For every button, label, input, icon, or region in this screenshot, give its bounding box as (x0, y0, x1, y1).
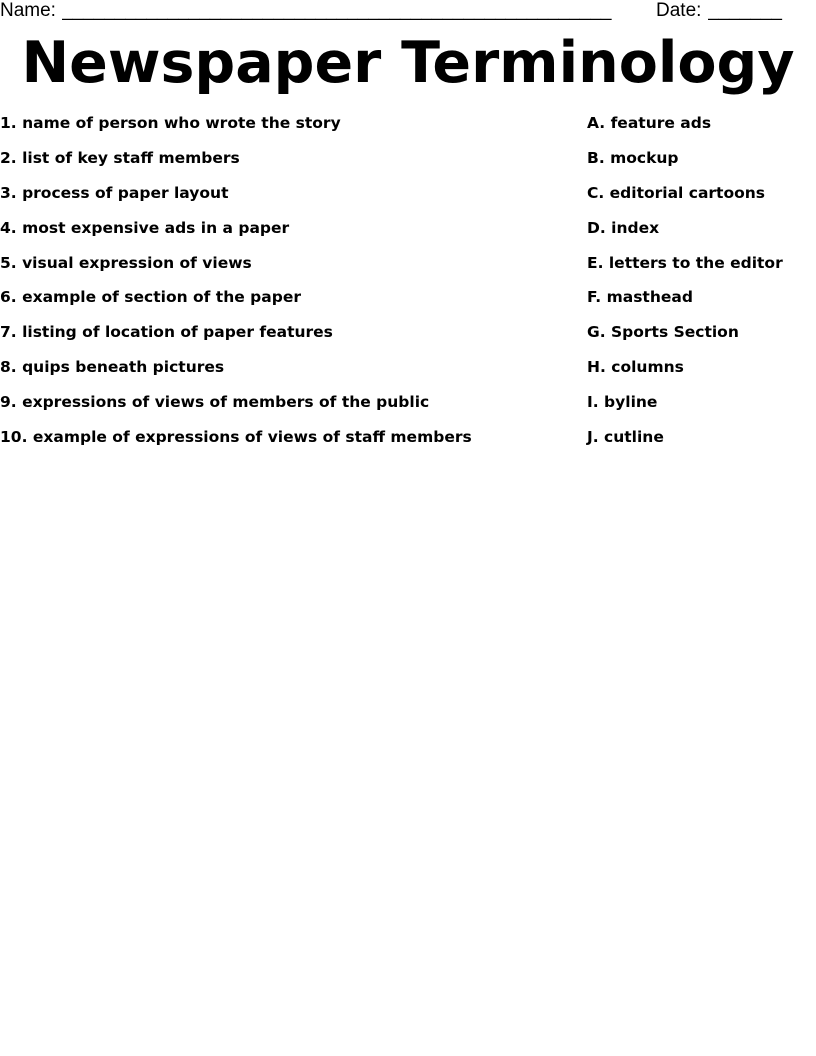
clue-text: 3. process of paper layout (0, 183, 229, 202)
page-title: Newspaper Terminology (21, 30, 795, 96)
answer-text: C. editorial cartoons (587, 183, 766, 202)
clue-text: 7. listing of location of paper features (0, 323, 333, 342)
list-item (0, 321, 816, 356)
clue-text: 6. example of section of the paper (0, 288, 301, 307)
list-item (0, 112, 816, 147)
clue-text: 9. expressions of views of members of the public (0, 393, 430, 412)
clue-text: 5. visual expression of views (0, 253, 252, 272)
answer-text: J. cutline (587, 428, 664, 447)
list-item (0, 147, 816, 182)
list-item (0, 391, 816, 426)
answer-text: I. byline (587, 393, 658, 412)
matching-list (0, 112, 816, 461)
answer-text: H. columns (587, 358, 684, 377)
answer-text: B. mockup (587, 148, 679, 167)
answer-text: F. masthead (587, 288, 693, 307)
answer-text: A. feature ads (587, 114, 712, 132)
clue-text: 8. quips beneath pictures (0, 358, 225, 377)
answer-text: G. Sports Section (587, 323, 739, 342)
answer-text: D. index (587, 218, 660, 237)
clue-text: 4. most expensive ads in a paper (0, 218, 290, 237)
header-line (0, 0, 816, 24)
date-blank: _______ (708, 0, 782, 21)
list-item (0, 217, 816, 252)
clue-text: 2. list of key staff members (0, 148, 240, 167)
date-label: Date: (656, 0, 702, 21)
list-item (0, 182, 816, 217)
list-item (0, 356, 816, 391)
clue-text: 10. example of expressions of views of staff members (0, 428, 472, 447)
name-label: Name: (0, 0, 56, 21)
clue-text: 1. name of person who wrote the story (0, 114, 341, 132)
list-item (0, 286, 816, 321)
list-item (0, 252, 816, 287)
list-item (0, 426, 816, 461)
answer-text: E. letters to the editor (587, 253, 783, 272)
name-blank: ____________________________________________________ (62, 0, 612, 21)
